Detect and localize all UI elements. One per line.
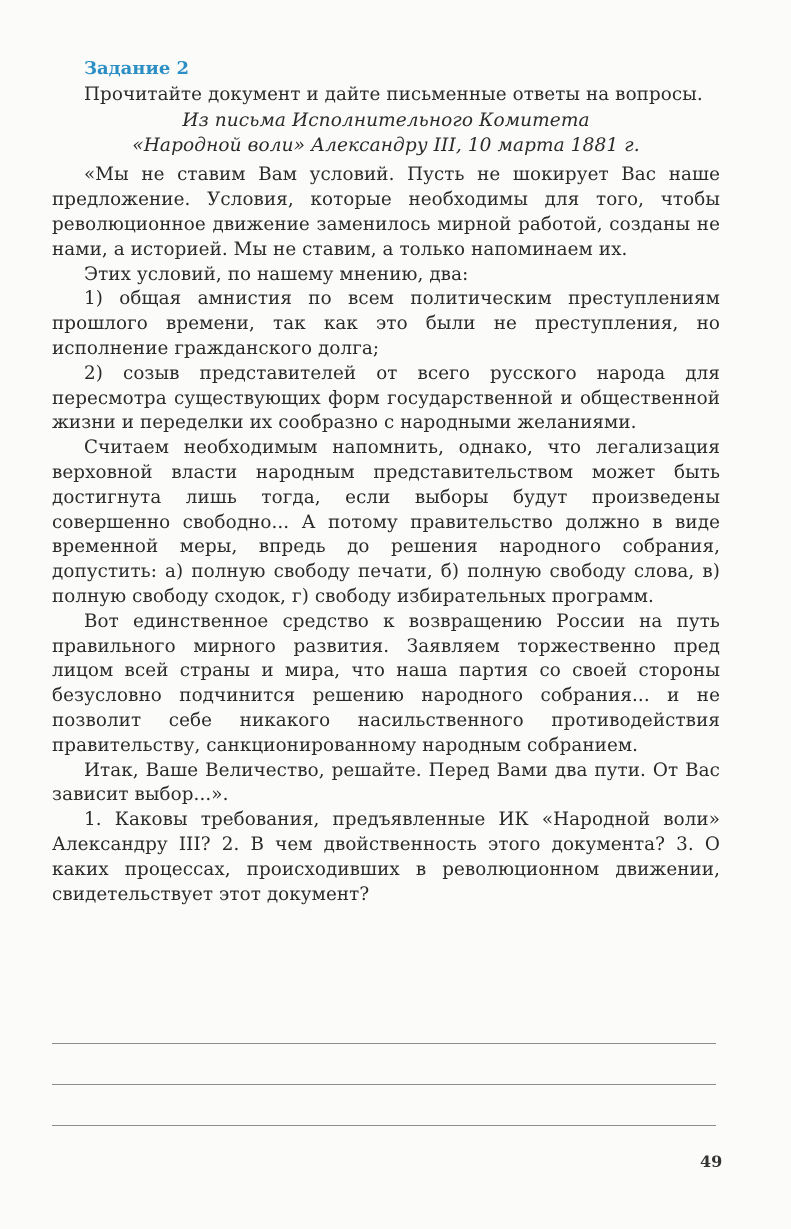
source-caption-line-1: Из письма Исполнительного Комитета bbox=[182, 109, 590, 131]
source-caption-line-2: «Народной воли» Александру III, 10 марта 1881 г. bbox=[132, 134, 640, 156]
page-number: 49 bbox=[700, 1152, 723, 1171]
document-paragraph-5: Считаем необходимым напомнить, однако, что легализация верховной власти народным представительством может быть достигнута лишь тогда, если выборы будут произведены совершенно свободно... А потому правительство должно в виде временной меры, впредь до решения народного собрания, допустить: а) полную свободу печати, б) полную свободу слова, в) полную свободу сходок, г) свободу избирательных программ. bbox=[52, 437, 720, 607]
document-paragraph-7: Итак, Ваше Величество, решайте. Перед Вами два пути. От Вас зависит выбор...». bbox=[52, 759, 720, 806]
answer-line-1[interactable] bbox=[52, 1043, 716, 1044]
answer-line-3[interactable] bbox=[52, 1125, 716, 1126]
page-content bbox=[52, 83, 720, 907]
document-paragraph-3: 1) общая амнистия по всем политическим преступлениям прошлого времени, так как это были не преступления, но исполнение гражданского долга; bbox=[52, 288, 720, 359]
document-paragraph-1: «Мы не ставим Вам условий. Пусть не шокирует Вас наше предложение. Условия, которые необходимы для того, чтобы революционное движение заменилось мирной работой, созданы не нами, а историей. Мы не ставим, а только напоминаем их. bbox=[52, 164, 720, 260]
questions-text: 1. Каковы требования, предъявленные ИК «Народной воли» Александру III? 2. В чем двойственность этого документа? 3. О каких процессах, происходивших в революционном движении, свидетельствует этот документ? bbox=[52, 809, 720, 905]
answer-line-2[interactable] bbox=[52, 1084, 716, 1085]
task-title: Задание 2 bbox=[84, 58, 190, 79]
document-paragraph-4: 2) созыв представителей от всего русского народа для пересмотра существующих форм государственной и общественной жизни и переделки их сообразно с народными желаниями. bbox=[52, 362, 720, 434]
document-paragraph-6: Вот единственное средство к возвращению России на путь правильного мирного развития. Заявляем торжественно пред лицом всей страны и мира, что наша партия со своей стороны безусловно подчинится решению народного собрания... и не позволит себе никакого насильственного противодействия правительству, санкционированному народным собранием. bbox=[52, 610, 720, 756]
instruction-text: Прочитайте документ и дайте письменные ответы на вопросы. bbox=[84, 84, 703, 105]
document-paragraph-2: Этих условий, по нашему мнению, два: bbox=[84, 263, 469, 285]
